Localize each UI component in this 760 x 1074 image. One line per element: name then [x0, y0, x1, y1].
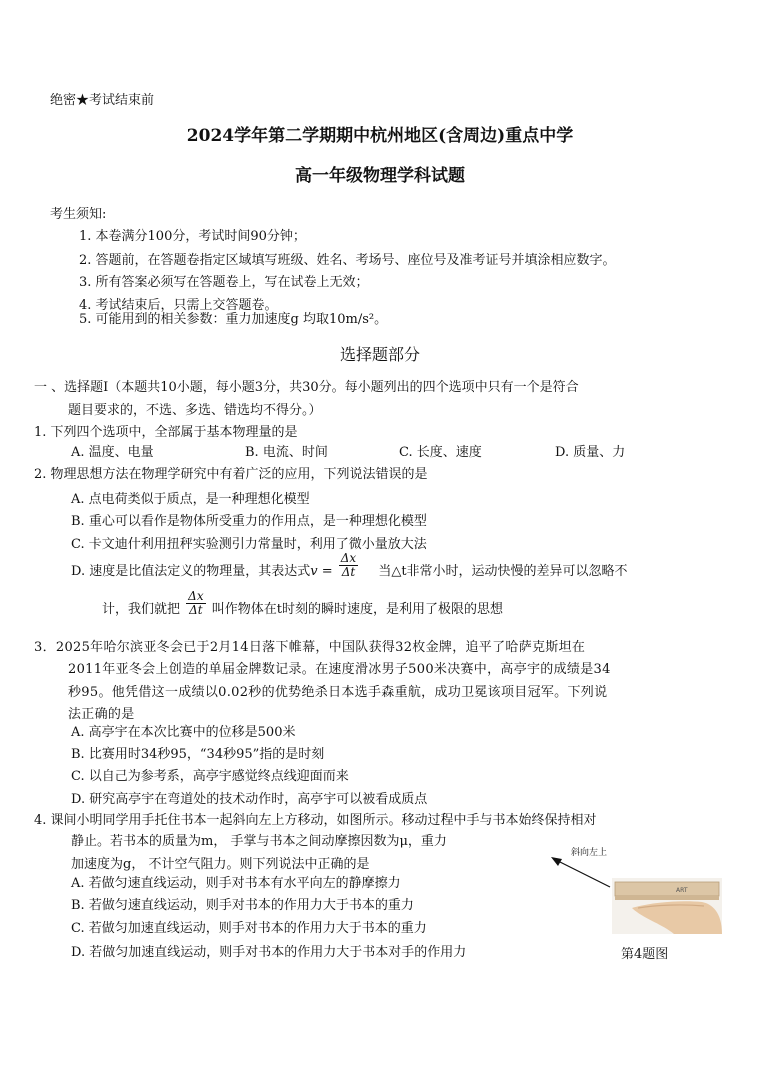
- velocity-symbol: v =: [310, 564, 333, 579]
- note-item: 1. 本卷满分100分，考试时间90分钟；: [79, 229, 306, 244]
- q2-option-a: A. 点电荷类似于质点，是一种理想化模型: [71, 492, 310, 507]
- confidential-mark: 绝密★考试结束前: [50, 93, 155, 108]
- q1-option-b: B. 电流、时间: [245, 445, 328, 460]
- q4-option-a: A. 若做匀速直线运动，则手对书本有水平向左的静摩擦力: [71, 876, 401, 891]
- fraction-numerator: Δx: [340, 551, 357, 565]
- note-item: 2. 答题前，在答题卷指定区域填写班级、姓名、考场号、座位号及准考证号并填涂相应数字。: [79, 253, 616, 268]
- q2-option-d-text: D. 速度是比值法定义的物理量，其表达式: [71, 564, 311, 579]
- q2-option-c: C. 卡文迪什利用扭秤实验测引力常量时，利用了微小量放大法: [71, 537, 427, 552]
- q3-stem-line: 秒95。他凭借这一成绩以0.02秒的优势绝杀日本选手森重航，成功卫冕该项目冠军。下列说: [68, 685, 608, 700]
- q1-option-a: A. 温度、电量: [71, 445, 154, 460]
- q2-option-d-text-cont: 当△t非常小时，运动快慢的差异可以忽略不: [378, 564, 628, 579]
- figure-caption: 第4题图: [621, 947, 669, 962]
- q4-stem-line3: 加速度为g， 不计空气阻力。则下列说法中正确的是: [71, 857, 370, 872]
- q2-option-d-line2-post: 叫作物体在t时刻的瞬时速度，是利用了极限的思想: [211, 602, 503, 617]
- arrow-label: 斜向左上: [571, 848, 608, 858]
- section-instructions: 一 、选择题Ⅰ（本题共10小题，每小题3分，共30分。每小题列出的四个选项中只有一个是符合: [34, 380, 579, 395]
- velocity-fraction: [339, 552, 358, 579]
- fraction-denominator: Δt: [189, 603, 203, 617]
- section-title: 选择题部分: [339, 345, 420, 364]
- q4-option-b: B. 若做匀速直线运动，则手对书本的作用力大于书本的重力: [71, 898, 414, 913]
- q3-option-a: A. 高亭宇在本次比赛中的位移是500米: [71, 725, 296, 740]
- q1-option-d: D. 质量、力: [555, 445, 626, 460]
- q3-option-c: C. 以自己为参考系，高亭宇感觉终点线迎面而来: [71, 769, 349, 784]
- note-item: 4. 考试结束后，只需上交答题卷。: [79, 298, 278, 313]
- note-item: 5. 可能用到的相关参数：重力加速度g 均取10m/s²。: [79, 312, 388, 327]
- note-item: 3. 所有答案必须写在答题卷上，写在试卷上无效；: [79, 275, 369, 290]
- hand-book-illustration: [612, 878, 722, 934]
- q4-option-c: C. 若做匀加速直线运动，则手对书本的作用力大于书本的重力: [71, 921, 427, 936]
- book-spine-label: ART: [676, 887, 688, 894]
- q4-stem-line2: 静止。若书本的质量为m， 手掌与书本之间动摩擦因数为μ，重力: [71, 834, 447, 849]
- q2-stem: 2. 物理思想方法在物理学研究中有着广泛的应用，下列说法错误的是: [34, 467, 428, 482]
- fraction-denominator: Δt: [341, 565, 356, 579]
- direction-arrow-icon: [548, 855, 614, 891]
- hand-holding-book-photo: [612, 878, 722, 934]
- q1-stem: 1. 下列四个选项中，全部属于基本物理量的是: [34, 425, 298, 440]
- exam-subtitle: 高一年级物理学科试题: [295, 166, 465, 186]
- section-instructions-cont: 题目要求的，不选、多选、错选均不得分。）: [68, 403, 322, 418]
- q3-option-d: D. 研究高亭宇在弯道处的技术动作时，高亭宇可以被看成质点: [71, 792, 428, 807]
- notes-heading: 考生须知:: [50, 207, 107, 222]
- q4-stem-line1: 4. 课间小明同学用手托住书本一起斜向左上方移动，如图所示。移动过程中手与书本始终保持相对: [34, 813, 597, 828]
- q3-stem-line: 3．2025年哈尔滨亚冬会已于2月14日落下帷幕，中国队获得32枚金牌，追平了哈萨克斯坦在: [34, 640, 586, 655]
- exam-title: 2024学年第二学期期中杭州地区(含周边)重点中学: [186, 126, 574, 146]
- q3-stem-line: 法正确的是: [68, 707, 135, 722]
- fraction-numerator: Δx: [188, 589, 204, 603]
- q1-option-c: C. 长度、速度: [399, 445, 482, 460]
- q2-option-b: B. 重心可以看作是物体所受重力的作用点，是一种理想化模型: [71, 514, 427, 529]
- q4-option-d: D. 若做匀加速直线运动，则手对书本的作用力大于书本对手的作用力: [71, 945, 467, 960]
- q2-option-d-line2-pre: 计，我们就把: [102, 602, 181, 617]
- q3-stem-line: 2011年亚冬会上创造的单届金牌数记录。在速度滑冰男子500米决赛中，高亭宇的成绩是34: [68, 662, 611, 677]
- q3-option-b: B. 比赛用时34秒95，“34秒95”指的是时刻: [71, 747, 325, 762]
- velocity-fraction-2: [186, 590, 205, 617]
